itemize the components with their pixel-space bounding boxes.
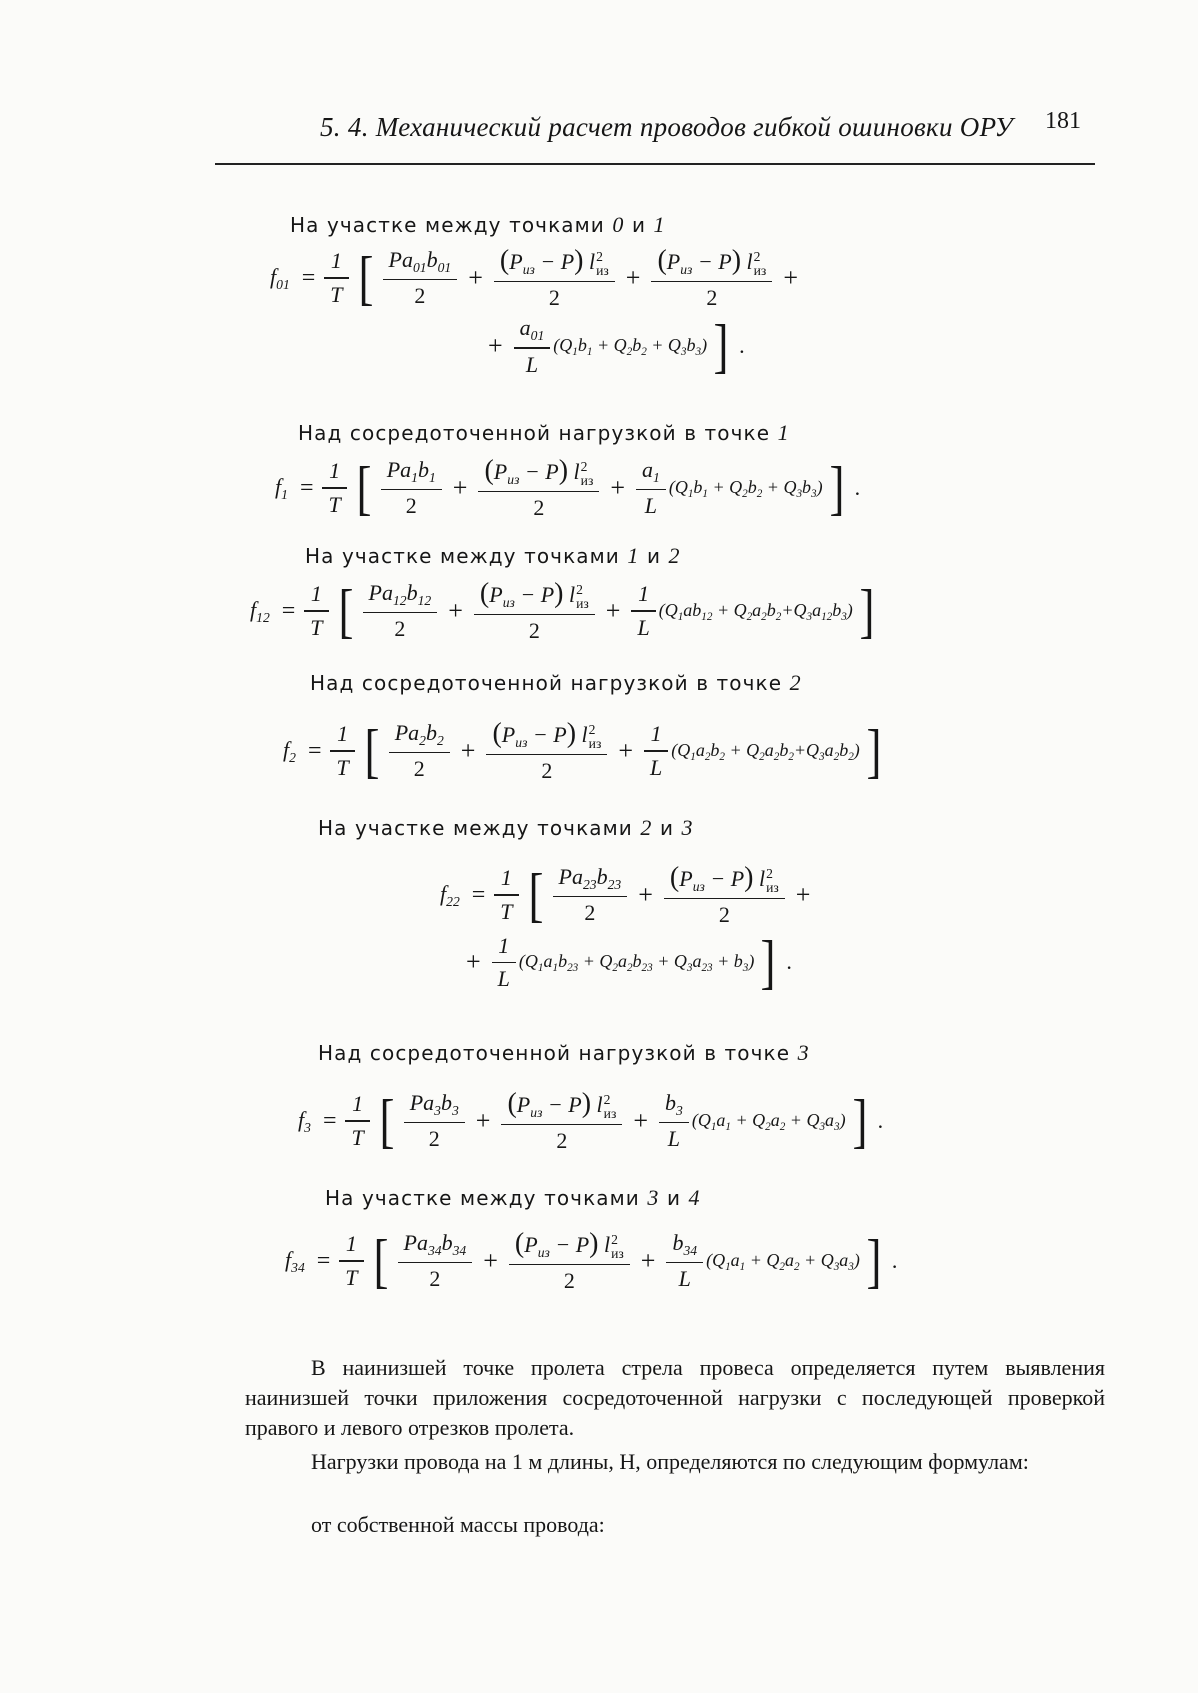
running-title: 5. 4. Механический расчет проводов гибкой ошиновки ОРУ [320, 112, 1013, 142]
caption-segment-2-3: На участке между точками 2 и 3 [318, 815, 694, 840]
caption-segment-3-4: На участке между точками 3 и 4 [325, 1185, 701, 1210]
formula-f3: $f_3$ = $\frac{1}{T}$ [ $\frac{Pa_3b_3}{2}$ + $(P_{из} - P)$ l 2 из 2 + $\frac{b_3}{L}$ $(Q_1a_1 + Q_2a_2 + Q_3a_3)$ ] . [298, 1088, 884, 1155]
caption-point-1: Над сосредоточенной нагрузкой в точке 1 [298, 420, 790, 445]
formula-f12: $f_{12}$ = $\frac{1}{T}$ [ $\frac{Pa_{12}b_{12}}{2}$ + $(P_{из} - P)$ l 2 из 2 + $\frac{1}{L}$ $(Q_1ab_{12} + Q_2a_2b_2+Q_3a_{12}b_3)$ ] [250, 578, 875, 645]
paragraph-own-mass: от собственной массы провода: [311, 1512, 605, 1537]
header-rule [215, 163, 1095, 165]
paragraph-loads: Нагрузки провода на 1 м длины, Н, определяются по следующим формулам: [311, 1449, 1029, 1474]
formula-f34: $f_{34}$ = $\frac{1}{T}$ [ $\frac{Pa_{34}b_{34}}{2}$ + $(P_{из} - P)$ l 2 из 2 + $\frac{b_{34}}{L}$ $(Q_1a_1 + Q_2a_2 + Q_3a_3)$ ] . [285, 1228, 898, 1295]
formula-f2: $f_2$ = $\frac{1}{T}$ [ $\frac{Pa_2b_2}{2}$ + $(P_{из} - P)$ l 2 из 2 + $\frac{1}{L}$ $(Q_1a_2b_2 + Q_2a_2b_2+Q_3a_2b_2)$ ] [283, 718, 882, 785]
formula-f22: $f_{22}$ = $\frac{1}{T}$ [ $\frac{Pa_{23}b_{23}}{2}$ + $(P_{из} - P)$ l 2 из 2 + + $\frac{1}{L}$ $(Q_1a_1b_{23} + Q_2a_2b_{23} + Q_3a_{23} + b_3)$ ] . [440, 862, 811, 996]
paragraph-lowest-point: В наинизшей точке пролета стрела провеса определяется путем выявления наинизшей точки приложения сосредоточенной нагрузки с последующей проверкой правого и левого отрезков пролета. [245, 1355, 1105, 1440]
formula-f01: $f_{01}$ = $\frac{1}{T}$ [ $\frac{Pa_{01}b_{01}}{2}$ + $(P_{из} - P)$ l 2 из 2 + $(P_{из} - P)$ l 2 из 2 + + $\frac{a_{01}}{L}$ $(Q_1b_1 + Q_2b_2 + Q_3b_3)$ ] . [270, 245, 798, 380]
caption-segment-1-2: На участке между точками 1 и 2 [305, 543, 681, 568]
formula-f1: $f_1$ = $\frac{1}{T}$ [ $\frac{Pa_1b_1}{2}$ + $(P_{из} - P)$ l 2 из 2 + $\frac{a_1}{L}$ $(Q_1b_1 + Q_2b_2 + Q_3b_3)$ ] . [275, 455, 861, 522]
caption-point-3: Над сосредоточенной нагрузкой в точке 3 [318, 1040, 810, 1065]
page-number: 181 [1045, 108, 1081, 134]
caption-segment-0-1: На участке между точками 0 и 1 [290, 212, 666, 237]
caption-point-2: Над сосредоточенной нагрузкой в точке 2 [310, 670, 802, 695]
